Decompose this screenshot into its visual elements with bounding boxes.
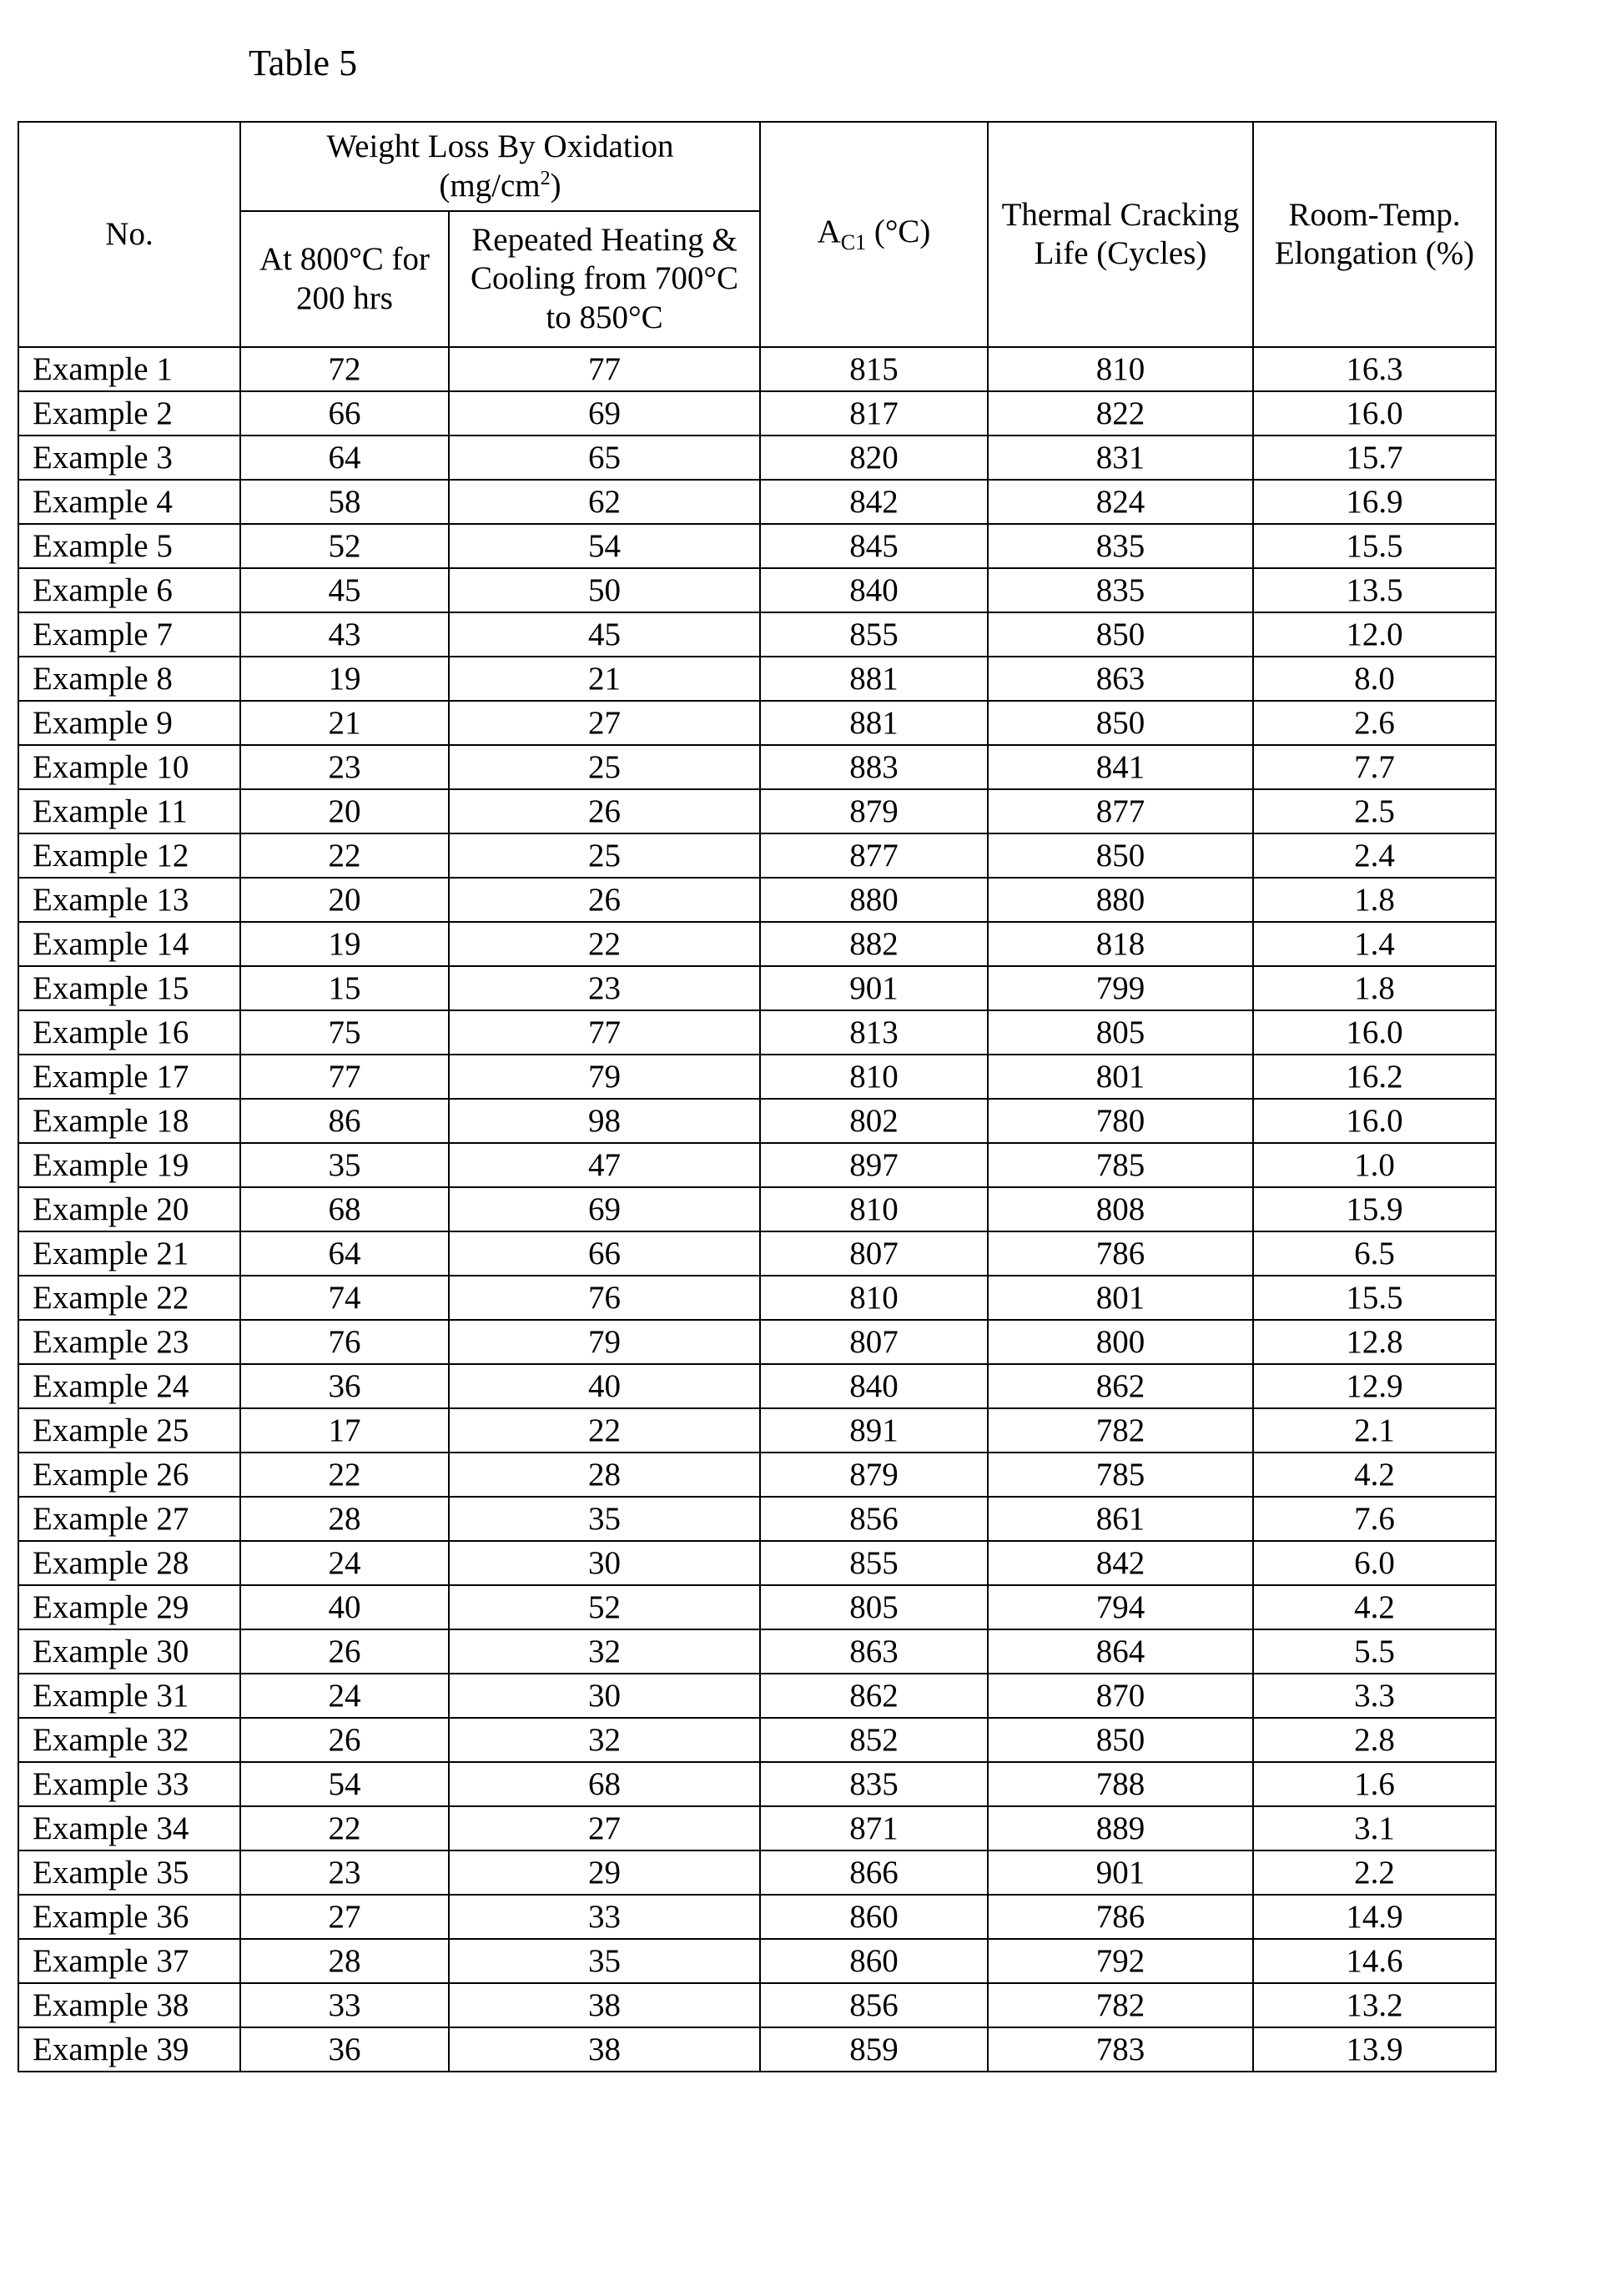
cell-weight-loss-800: 58	[240, 480, 449, 524]
cell-weight-loss-repeated: 98	[449, 1099, 760, 1143]
cell-ac1: 856	[760, 1497, 988, 1541]
cell-elongation: 4.2	[1253, 1453, 1496, 1497]
cell-weight-loss-repeated: 38	[449, 1983, 760, 2027]
cell-elongation: 2.1	[1253, 1408, 1496, 1453]
cell-no: Example 27	[18, 1497, 240, 1541]
cell-weight-loss-repeated: 79	[449, 1320, 760, 1364]
cell-no: Example 22	[18, 1276, 240, 1320]
cell-ac1: 855	[760, 612, 988, 657]
cell-weight-loss-repeated: 32	[449, 1629, 760, 1674]
cell-ac1: 901	[760, 966, 988, 1010]
cell-weight-loss-800: 23	[240, 745, 449, 789]
cell-weight-loss-repeated: 40	[449, 1364, 760, 1408]
cell-weight-loss-repeated: 35	[449, 1939, 760, 1983]
cell-elongation: 3.3	[1253, 1674, 1496, 1718]
cell-elongation: 16.0	[1253, 1010, 1496, 1055]
cell-elongation: 7.7	[1253, 745, 1496, 789]
cell-thermal-cracking: 782	[988, 1983, 1253, 2027]
cell-elongation: 15.5	[1253, 524, 1496, 568]
cell-ac1: 835	[760, 1762, 988, 1806]
cell-elongation: 6.5	[1253, 1231, 1496, 1276]
cell-thermal-cracking: 841	[988, 745, 1253, 789]
cell-no: Example 24	[18, 1364, 240, 1408]
table-row	[18, 1231, 1496, 1276]
table-row	[18, 966, 1496, 1010]
cell-weight-loss-800: 28	[240, 1939, 449, 1983]
cell-no: Example 28	[18, 1541, 240, 1585]
cell-thermal-cracking: 850	[988, 833, 1253, 878]
cell-elongation: 14.6	[1253, 1939, 1496, 1983]
cell-thermal-cracking: 800	[988, 1320, 1253, 1364]
cell-weight-loss-repeated: 66	[449, 1231, 760, 1276]
table-row	[18, 1453, 1496, 1497]
table-row	[18, 1276, 1496, 1320]
cell-ac1: 807	[760, 1320, 988, 1364]
cell-no: Example 32	[18, 1718, 240, 1762]
table-row	[18, 1320, 1496, 1364]
cell-ac1: 805	[760, 1585, 988, 1629]
cell-weight-loss-repeated: 65	[449, 436, 760, 480]
cell-ac1: 879	[760, 1453, 988, 1497]
cell-weight-loss-repeated: 22	[449, 1408, 760, 1453]
cell-ac1: 802	[760, 1099, 988, 1143]
table-row	[18, 1408, 1496, 1453]
table-row	[18, 568, 1496, 612]
cell-elongation: 2.6	[1253, 701, 1496, 745]
table-row	[18, 922, 1496, 966]
cell-elongation: 13.9	[1253, 2027, 1496, 2072]
cell-no: Example 6	[18, 568, 240, 612]
unit-superscript: 2	[541, 168, 551, 189]
cell-thermal-cracking: 788	[988, 1762, 1253, 1806]
cell-weight-loss-repeated: 28	[449, 1453, 760, 1497]
cell-thermal-cracking: 842	[988, 1541, 1253, 1585]
cell-ac1: 860	[760, 1939, 988, 1983]
cell-weight-loss-800: 64	[240, 436, 449, 480]
header-elongation: Room-Temp. Elongation (%)	[1253, 122, 1496, 347]
cell-ac1: 882	[760, 922, 988, 966]
header-no: No.	[18, 122, 240, 347]
cell-elongation: 2.8	[1253, 1718, 1496, 1762]
cell-elongation: 1.6	[1253, 1762, 1496, 1806]
cell-ac1: 881	[760, 701, 988, 745]
table-row	[18, 1187, 1496, 1231]
cell-weight-loss-repeated: 50	[449, 568, 760, 612]
cell-ac1: 845	[760, 524, 988, 568]
cell-no: Example 10	[18, 745, 240, 789]
cell-weight-loss-repeated: 77	[449, 347, 760, 391]
cell-elongation: 7.6	[1253, 1497, 1496, 1541]
cell-elongation: 13.5	[1253, 568, 1496, 612]
table-row	[18, 1497, 1496, 1541]
cell-ac1: 842	[760, 480, 988, 524]
table-row	[18, 833, 1496, 878]
cell-no: Example 7	[18, 612, 240, 657]
cell-weight-loss-800: 26	[240, 1629, 449, 1674]
cell-elongation: 13.2	[1253, 1983, 1496, 2027]
cell-weight-loss-repeated: 25	[449, 745, 760, 789]
cell-weight-loss-800: 19	[240, 922, 449, 966]
cell-no: Example 3	[18, 436, 240, 480]
cell-weight-loss-800: 22	[240, 833, 449, 878]
cell-weight-loss-repeated: 29	[449, 1850, 760, 1895]
cell-ac1: 859	[760, 2027, 988, 2072]
cell-thermal-cracking: 850	[988, 612, 1253, 657]
cell-no: Example 16	[18, 1010, 240, 1055]
cell-no: Example 12	[18, 833, 240, 878]
cell-elongation: 8.0	[1253, 657, 1496, 701]
table-row	[18, 1850, 1496, 1895]
table-row	[18, 436, 1496, 480]
table-row	[18, 1629, 1496, 1674]
cell-no: Example 35	[18, 1850, 240, 1895]
cell-no: Example 37	[18, 1939, 240, 1983]
cell-weight-loss-800: 17	[240, 1408, 449, 1453]
cell-ac1: 810	[760, 1055, 988, 1099]
table-row	[18, 1364, 1496, 1408]
cell-elongation: 16.0	[1253, 1099, 1496, 1143]
cell-thermal-cracking: 783	[988, 2027, 1253, 2072]
table-row	[18, 480, 1496, 524]
cell-no: Example 25	[18, 1408, 240, 1453]
cell-thermal-cracking: 864	[988, 1629, 1253, 1674]
cell-weight-loss-800: 74	[240, 1276, 449, 1320]
cell-ac1: 881	[760, 657, 988, 701]
cell-no: Example 17	[18, 1055, 240, 1099]
cell-ac1: 862	[760, 1674, 988, 1718]
cell-elongation: 16.3	[1253, 347, 1496, 391]
cell-weight-loss-repeated: 76	[449, 1276, 760, 1320]
cell-thermal-cracking: 786	[988, 1231, 1253, 1276]
cell-weight-loss-800: 86	[240, 1099, 449, 1143]
cell-weight-loss-repeated: 27	[449, 701, 760, 745]
cell-weight-loss-800: 36	[240, 1364, 449, 1408]
table-row	[18, 1806, 1496, 1850]
cell-thermal-cracking: 877	[988, 789, 1253, 833]
cell-weight-loss-repeated: 27	[449, 1806, 760, 1850]
cell-thermal-cracking: 863	[988, 657, 1253, 701]
table-row	[18, 391, 1496, 436]
unit-close: )	[551, 168, 561, 204]
table-row	[18, 1055, 1496, 1099]
cell-no: Example 30	[18, 1629, 240, 1674]
header-repeated-heating: Repeated Heating & Cooling from 700°C to 850°C	[449, 211, 760, 347]
cell-weight-loss-800: 24	[240, 1674, 449, 1718]
cell-weight-loss-800: 52	[240, 524, 449, 568]
table-row	[18, 524, 1496, 568]
cell-no: Example 20	[18, 1187, 240, 1231]
cell-ac1: 883	[760, 745, 988, 789]
cell-thermal-cracking: 805	[988, 1010, 1253, 1055]
cell-thermal-cracking: 785	[988, 1143, 1253, 1187]
cell-no: Example 8	[18, 657, 240, 701]
cell-no: Example 38	[18, 1983, 240, 2027]
cell-weight-loss-800: 23	[240, 1850, 449, 1895]
table-row	[18, 1541, 1496, 1585]
cell-no: Example 4	[18, 480, 240, 524]
cell-thermal-cracking: 822	[988, 391, 1253, 436]
table-row	[18, 745, 1496, 789]
cell-thermal-cracking: 785	[988, 1453, 1253, 1497]
cell-thermal-cracking: 861	[988, 1497, 1253, 1541]
cell-ac1: 891	[760, 1408, 988, 1453]
cell-no: Example 19	[18, 1143, 240, 1187]
cell-weight-loss-800: 27	[240, 1895, 449, 1939]
table-row	[18, 701, 1496, 745]
header-weight-loss	[240, 122, 760, 211]
table-row	[18, 612, 1496, 657]
cell-no: Example 34	[18, 1806, 240, 1850]
cell-ac1: 871	[760, 1806, 988, 1850]
cell-weight-loss-repeated: 26	[449, 878, 760, 922]
table-row	[18, 2027, 1496, 2072]
cell-ac1: 840	[760, 1364, 988, 1408]
cell-no: Example 23	[18, 1320, 240, 1364]
cell-weight-loss-800: 76	[240, 1320, 449, 1364]
cell-no: Example 15	[18, 966, 240, 1010]
cell-no: Example 14	[18, 922, 240, 966]
cell-ac1: 880	[760, 878, 988, 922]
cell-no: Example 31	[18, 1674, 240, 1718]
table-row	[18, 1099, 1496, 1143]
cell-thermal-cracking: 824	[988, 480, 1253, 524]
table-row	[18, 1143, 1496, 1187]
cell-weight-loss-800: 40	[240, 1585, 449, 1629]
cell-weight-loss-repeated: 23	[449, 966, 760, 1010]
cell-thermal-cracking: 889	[988, 1806, 1253, 1850]
header-at-800: At 800°C for 200 hrs	[240, 211, 449, 347]
cell-weight-loss-800: 28	[240, 1497, 449, 1541]
cell-elongation: 15.7	[1253, 436, 1496, 480]
table-row	[18, 1762, 1496, 1806]
table-row	[18, 1718, 1496, 1762]
cell-weight-loss-800: 43	[240, 612, 449, 657]
cell-thermal-cracking: 801	[988, 1055, 1253, 1099]
data-table	[18, 121, 1497, 2072]
cell-thermal-cracking: 808	[988, 1187, 1253, 1231]
cell-weight-loss-repeated: 45	[449, 612, 760, 657]
cell-thermal-cracking: 870	[988, 1674, 1253, 1718]
cell-thermal-cracking: 799	[988, 966, 1253, 1010]
cell-elongation: 1.0	[1253, 1143, 1496, 1187]
cell-no: Example 13	[18, 878, 240, 922]
cell-ac1: 840	[760, 568, 988, 612]
cell-no: Example 36	[18, 1895, 240, 1939]
cell-ac1: 852	[760, 1718, 988, 1762]
cell-thermal-cracking: 780	[988, 1099, 1253, 1143]
header-weight-loss-unit: (mg/cm	[439, 168, 540, 204]
cell-weight-loss-800: 36	[240, 2027, 449, 2072]
cell-ac1: 877	[760, 833, 988, 878]
cell-elongation: 5.5	[1253, 1629, 1496, 1674]
cell-weight-loss-repeated: 69	[449, 1187, 760, 1231]
cell-ac1: 807	[760, 1231, 988, 1276]
cell-ac1: 820	[760, 436, 988, 480]
cell-weight-loss-800: 19	[240, 657, 449, 701]
cell-weight-loss-800: 22	[240, 1453, 449, 1497]
table-row	[18, 1585, 1496, 1629]
cell-elongation: 2.2	[1253, 1850, 1496, 1895]
cell-weight-loss-800: 72	[240, 347, 449, 391]
cell-thermal-cracking: 880	[988, 878, 1253, 922]
header-ac1	[760, 122, 988, 347]
cell-no: Example 18	[18, 1099, 240, 1143]
cell-ac1: 879	[760, 789, 988, 833]
cell-weight-loss-repeated: 68	[449, 1762, 760, 1806]
cell-thermal-cracking: 801	[988, 1276, 1253, 1320]
cell-ac1: 897	[760, 1143, 988, 1187]
ac1-main: A	[818, 214, 841, 249]
cell-thermal-cracking: 850	[988, 701, 1253, 745]
table-row	[18, 1895, 1496, 1939]
cell-weight-loss-repeated: 69	[449, 391, 760, 436]
cell-thermal-cracking: 782	[988, 1408, 1253, 1453]
cell-weight-loss-repeated: 21	[449, 657, 760, 701]
table-row	[18, 1010, 1496, 1055]
cell-ac1: 817	[760, 391, 988, 436]
cell-weight-loss-repeated: 30	[449, 1674, 760, 1718]
cell-ac1: 815	[760, 347, 988, 391]
cell-weight-loss-800: 54	[240, 1762, 449, 1806]
cell-weight-loss-800: 20	[240, 789, 449, 833]
cell-no: Example 21	[18, 1231, 240, 1276]
table-row	[18, 1939, 1496, 1983]
cell-thermal-cracking: 831	[988, 436, 1253, 480]
cell-elongation: 16.9	[1253, 480, 1496, 524]
cell-elongation: 12.9	[1253, 1364, 1496, 1408]
cell-no: Example 26	[18, 1453, 240, 1497]
cell-thermal-cracking: 901	[988, 1850, 1253, 1895]
cell-weight-loss-800: 77	[240, 1055, 449, 1099]
table-row	[18, 1674, 1496, 1718]
cell-thermal-cracking: 810	[988, 347, 1253, 391]
cell-thermal-cracking: 792	[988, 1939, 1253, 1983]
table-row	[18, 878, 1496, 922]
cell-elongation: 2.5	[1253, 789, 1496, 833]
cell-elongation: 15.5	[1253, 1276, 1496, 1320]
cell-ac1: 866	[760, 1850, 988, 1895]
cell-weight-loss-repeated: 25	[449, 833, 760, 878]
cell-weight-loss-repeated: 30	[449, 1541, 760, 1585]
cell-ac1: 856	[760, 1983, 988, 2027]
table-row	[18, 789, 1496, 833]
table-row	[18, 1983, 1496, 2027]
cell-weight-loss-800: 35	[240, 1143, 449, 1187]
cell-ac1: 813	[760, 1010, 988, 1055]
cell-ac1: 863	[760, 1629, 988, 1674]
table-title: Table 5	[249, 42, 357, 84]
cell-ac1: 810	[760, 1276, 988, 1320]
cell-elongation: 12.0	[1253, 612, 1496, 657]
cell-thermal-cracking: 835	[988, 524, 1253, 568]
cell-weight-loss-repeated: 52	[449, 1585, 760, 1629]
table-body	[18, 347, 1496, 2072]
cell-weight-loss-repeated: 54	[449, 524, 760, 568]
ac1-sub: C1	[841, 230, 866, 254]
cell-no: Example 9	[18, 701, 240, 745]
cell-elongation: 1.4	[1253, 922, 1496, 966]
cell-ac1: 855	[760, 1541, 988, 1585]
cell-weight-loss-800: 20	[240, 878, 449, 922]
cell-weight-loss-800: 33	[240, 1983, 449, 2027]
ac1-unit: (°C)	[866, 214, 930, 249]
cell-thermal-cracking: 786	[988, 1895, 1253, 1939]
cell-weight-loss-800: 66	[240, 391, 449, 436]
cell-elongation: 12.8	[1253, 1320, 1496, 1364]
cell-weight-loss-repeated: 33	[449, 1895, 760, 1939]
cell-no: Example 39	[18, 2027, 240, 2072]
cell-elongation: 14.9	[1253, 1895, 1496, 1939]
cell-ac1: 860	[760, 1895, 988, 1939]
cell-weight-loss-repeated: 62	[449, 480, 760, 524]
table-row	[18, 347, 1496, 391]
cell-elongation: 6.0	[1253, 1541, 1496, 1585]
cell-no: Example 2	[18, 391, 240, 436]
cell-elongation: 3.1	[1253, 1806, 1496, 1850]
cell-no: Example 5	[18, 524, 240, 568]
cell-weight-loss-repeated: 77	[449, 1010, 760, 1055]
cell-thermal-cracking: 850	[988, 1718, 1253, 1762]
cell-weight-loss-repeated: 38	[449, 2027, 760, 2072]
cell-weight-loss-repeated: 47	[449, 1143, 760, 1187]
cell-weight-loss-repeated: 35	[449, 1497, 760, 1541]
cell-no: Example 1	[18, 347, 240, 391]
cell-weight-loss-800: 21	[240, 701, 449, 745]
cell-weight-loss-repeated: 79	[449, 1055, 760, 1099]
cell-weight-loss-800: 15	[240, 966, 449, 1010]
cell-thermal-cracking: 862	[988, 1364, 1253, 1408]
cell-weight-loss-800: 26	[240, 1718, 449, 1762]
table-row	[18, 657, 1496, 701]
cell-weight-loss-800: 68	[240, 1187, 449, 1231]
cell-no: Example 33	[18, 1762, 240, 1806]
cell-weight-loss-800: 45	[240, 568, 449, 612]
cell-thermal-cracking: 794	[988, 1585, 1253, 1629]
cell-elongation: 4.2	[1253, 1585, 1496, 1629]
cell-no: Example 29	[18, 1585, 240, 1629]
cell-elongation: 1.8	[1253, 966, 1496, 1010]
cell-weight-loss-repeated: 32	[449, 1718, 760, 1762]
cell-elongation: 15.9	[1253, 1187, 1496, 1231]
cell-thermal-cracking: 835	[988, 568, 1253, 612]
header-thermal-cracking: Thermal Cracking Life (Cycles)	[988, 122, 1253, 347]
header-weight-loss-label: Weight Loss By Oxidation	[326, 128, 673, 164]
cell-weight-loss-repeated: 22	[449, 922, 760, 966]
cell-elongation: 16.2	[1253, 1055, 1496, 1099]
cell-elongation: 2.4	[1253, 833, 1496, 878]
cell-elongation: 16.0	[1253, 391, 1496, 436]
cell-weight-loss-800: 24	[240, 1541, 449, 1585]
cell-weight-loss-800: 75	[240, 1010, 449, 1055]
cell-ac1: 810	[760, 1187, 988, 1231]
cell-weight-loss-800: 22	[240, 1806, 449, 1850]
cell-elongation: 1.8	[1253, 878, 1496, 922]
cell-weight-loss-800: 64	[240, 1231, 449, 1276]
cell-no: Example 11	[18, 789, 240, 833]
cell-thermal-cracking: 818	[988, 922, 1253, 966]
cell-weight-loss-repeated: 26	[449, 789, 760, 833]
